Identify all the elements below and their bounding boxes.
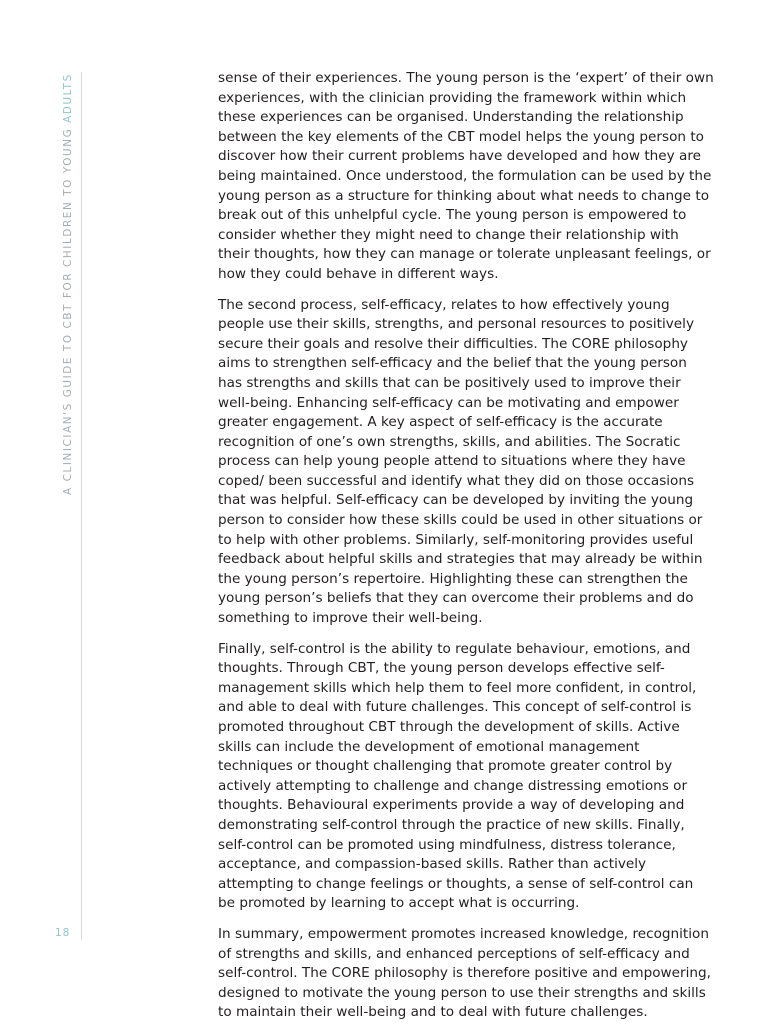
running-header	[58, 75, 78, 495]
running-header-title: A CLINICIAN'S GUIDE TO CBT FOR CHILDREN TO YOUNG	[62, 122, 74, 495]
page-number: 18	[55, 927, 71, 939]
running-header-accent: ADULTS	[62, 73, 74, 123]
paragraph: In summary, empowerment promotes increased knowledge, recognition of strengths and skills, and enhanced perceptions of self-efficacy and self-control. The CORE philosophy is therefore positive and empowering, designed to motivate the young person to use their strengths and skills to maintain their well-being and to deal with future challenges.	[218, 925, 711, 1021]
paragraph: The second process, self-efficacy, relates to how effectively young people use their skills, strengths, and personal resources to positively secure their goals and resolve their difficulties. The CORE philosophy aims to strengthen self-efficacy and the belief that the young person has strengths and skills that can be positively used to improve their well-being. Enhancing self-efficacy can be motivating and empower greater engagement. A key aspect of self-efficacy is the accurate recognition of one’s own strengths, skills, and abilities. The Socratic process can help young people attend to situations where they have coped/ been successful and identify what they did on those occasions that was helpful. Self-efficacy can be developed by inviting the young person to consider how these skills could be used in other situations or to help with other problems. Similarly, self-monitoring provides useful feedback about helpful skills and strategies that may already be within the young person’s repertoire. Highlighting these can strengthen the young person’s beliefs that they can overcome their problems and do something to improve their well-being.	[218, 296, 703, 627]
running-header-text	[58, 73, 78, 495]
paragraph: Finally, self-control is the ability to regulate behaviour, emotions, and thoughts. Through CBT, the young person develops effective self-management skills which help them to feel more confident, in control, and able to deal with future challenges. This concept of self-control is promoted throughout CBT through the development of skills. Active skills can include the development of emotional management techniques or thought challenging that promote greater control by actively attempting to challenge and change distressing emotions or thoughts. Behavioural experiments provide a way of developing and demonstrating self-control through the practice of new skills. Finally, self-control can be promoted using mindfulness, distress tolerance, acceptance, and compassion-based skills. Rather than actively attempting to change feelings or thoughts, a sense of self-control can be promoted by learning to accept what is occurring.	[218, 640, 697, 912]
body-text	[218, 69, 714, 1034]
margin-rule	[81, 72, 82, 940]
paragraph: sense of their experiences. The young person is the ‘expert’ of their own experiences, with the clinician providing the framework within which these experiences can be organised. Understanding the relationship between the key elements of the CBT model helps the young person to discover how their current problems have developed and how they are being maintained. Once understood, the formulation can be used by the young person as a structure for thinking about what needs to change to break out of this unhelpful cycle. The young person is empowered to consider whether they might need to change their relationship with their thoughts, how they can manage or tolerate unpleasant feelings, or how they could behave in different ways.	[218, 70, 714, 282]
